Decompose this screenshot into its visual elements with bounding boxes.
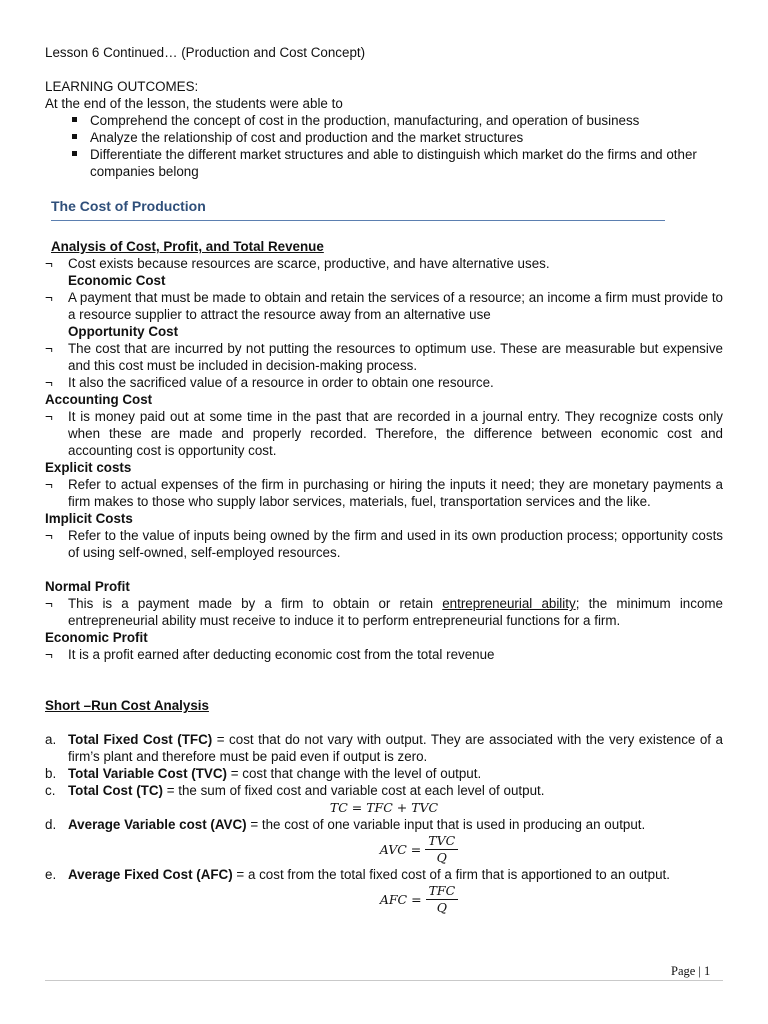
formula-afc-numerator: TFC bbox=[426, 883, 459, 900]
section-title: The Cost of Production bbox=[51, 198, 665, 221]
item-text: = the sum of fixed cost and variable cost at each level of output. bbox=[162, 783, 545, 798]
footer-divider bbox=[45, 980, 723, 981]
item-text: = a cost from the total fixed cost of a firm that is apportioned to an output. bbox=[232, 867, 670, 882]
formula-tc: TC = TFC + TVC bbox=[329, 800, 439, 815]
item-marker: a. bbox=[45, 732, 57, 747]
economic-cost-heading: Economic Cost bbox=[68, 273, 166, 288]
accounting-cost-text: ¬ It is money paid out at some time in the past that are recorded in a journal entry. They recognize costs only when these are made and properly recorded. Therefore, the difference between economic cost and accounting cost is opportunity cost. bbox=[45, 408, 723, 459]
accounting-cost-heading: Accounting Cost bbox=[45, 392, 153, 407]
document-page bbox=[45, 44, 723, 916]
opportunity-cost-text: ¬ The cost that are incurred by not putting the resources to optimum use. These are measurable but expensive and this cost must be included in decision-making process. bbox=[45, 340, 723, 374]
item-term: Average Variable cost (AVC) bbox=[68, 817, 247, 832]
implicit-costs-heading: Implicit Costs bbox=[45, 511, 133, 526]
explicit-costs-heading: Explicit costs bbox=[45, 460, 132, 475]
economic-profit-heading: Economic Profit bbox=[45, 630, 148, 645]
normal-profit-text-after: ; the minimum income entrepreneurial ability must receive to induce it to perform entrepreneurial functions for a firm. bbox=[68, 596, 723, 628]
formula-afc-lhs: AFC = bbox=[379, 892, 422, 907]
short-run-heading: Short –Run Cost Analysis bbox=[45, 698, 209, 713]
opportunity-cost-heading: Opportunity Cost bbox=[68, 324, 179, 339]
page-number: Page | 1 bbox=[671, 964, 711, 978]
item-term: Average Fixed Cost (AFC) bbox=[68, 867, 233, 882]
economic-profit-text: ¬ It is a profit earned after deducting economic cost from the total revenue bbox=[45, 646, 723, 663]
normal-profit-text-before: This is a payment made by a firm to obtain or retain bbox=[68, 596, 443, 611]
short-run-item-e bbox=[45, 866, 723, 883]
learning-outcomes-heading: LEARNING OUTCOMES: bbox=[45, 79, 199, 94]
opportunity-cost-text-2: ¬ It also the sacrificed value of a resource in order to obtain one resource. bbox=[45, 374, 723, 391]
short-run-item-d bbox=[45, 816, 723, 833]
cost-exists-text: ¬ Cost exists because resources are scarce, productive, and have alternative uses. bbox=[45, 255, 723, 272]
short-run-item-b bbox=[45, 765, 723, 782]
item-text: = the cost of one variable input that is used in producing an output. bbox=[246, 817, 646, 832]
lesson-title: Lesson 6 Continued… (Production and Cost Concept) bbox=[45, 45, 366, 60]
item-text: = cost that do not vary with output. They are associated with the very existence of a firm’s plant and therefore must be paid even if output is zero. bbox=[68, 732, 723, 764]
item-marker: c. bbox=[45, 783, 56, 798]
outcome-item: Comprehend the concept of cost in the production, manufacturing, and operation of business bbox=[45, 112, 723, 129]
economic-cost-text: ¬ A payment that must be made to obtain and retain the services of a resource; an income a firm must provide to a resource supplier to attract the resource away from an alternative use bbox=[45, 289, 723, 323]
formula-afc bbox=[115, 883, 723, 916]
formula-avc bbox=[115, 833, 723, 866]
explicit-costs-text: ¬ Refer to actual expenses of the firm in purchasing or hiring the inputs it need; they are monetary payments a firm makes to those who supply labor services, materials, fuel, transportation services and the like. bbox=[45, 476, 723, 510]
item-term: Total Fixed Cost (TFC) bbox=[68, 732, 213, 747]
formula-avc-fraction bbox=[425, 833, 458, 866]
implicit-costs-text: ¬ Refer to the value of inputs being owned by the firm and used in its own production process; opportunity costs of using self-owned, self-employed resources. bbox=[45, 527, 723, 561]
short-run-item-c bbox=[45, 782, 723, 799]
item-marker: d. bbox=[45, 817, 57, 832]
item-term: Total Variable Cost (TVC) bbox=[68, 766, 227, 781]
formula-afc-denominator: Q bbox=[436, 900, 447, 915]
formula-avc-denominator: Q bbox=[436, 850, 447, 865]
formula-avc-lhs: AVC = bbox=[379, 842, 422, 857]
normal-profit-heading: Normal Profit bbox=[45, 579, 130, 594]
outcome-item: Analyze the relationship of cost and production and the market structures bbox=[45, 129, 723, 146]
short-run-item-a bbox=[45, 731, 723, 765]
learning-outcomes-list bbox=[45, 112, 723, 180]
item-term: Total Cost (TC) bbox=[68, 783, 163, 798]
formula-afc-fraction bbox=[426, 883, 459, 916]
analysis-heading: Analysis of Cost, Profit, and Total Revenue bbox=[51, 239, 324, 254]
item-marker: e. bbox=[45, 867, 57, 882]
normal-profit-text bbox=[45, 595, 723, 629]
item-text: = cost that change with the level of output. bbox=[226, 766, 482, 781]
outcome-item: Differentiate the different market structures and able to distinguish which market do the firms and other companies belong bbox=[45, 146, 723, 180]
formula-avc-numerator: TVC bbox=[425, 833, 458, 850]
learning-outcomes-intro: At the end of the lesson, the students were able to bbox=[45, 96, 343, 111]
item-marker: b. bbox=[45, 766, 57, 781]
entrepreneurial-ability-term: entrepreneurial ability bbox=[442, 596, 576, 611]
